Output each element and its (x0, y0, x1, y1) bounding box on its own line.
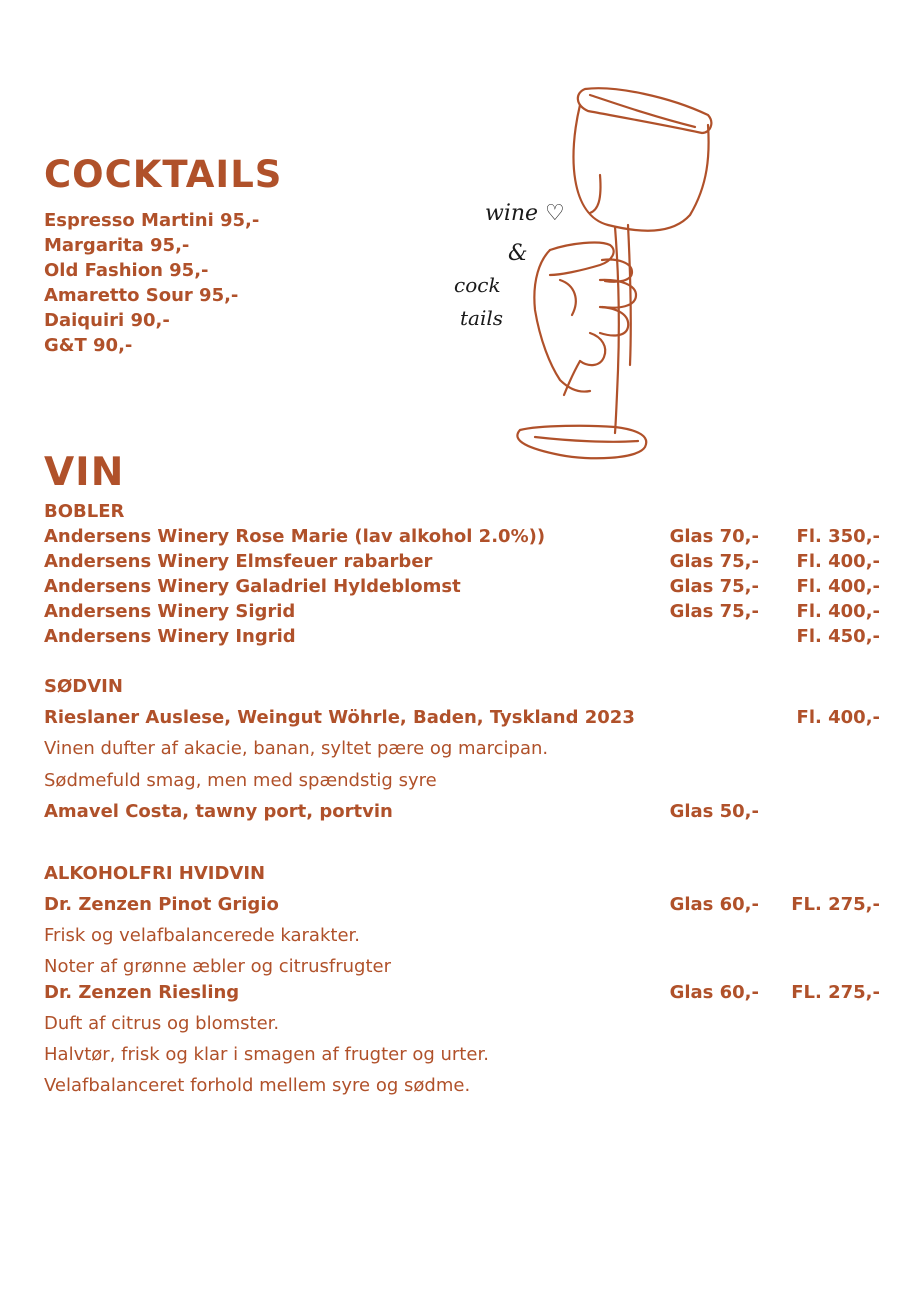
bottle-price: Fl. 450,- (796, 626, 880, 647)
wine-name: Andersens Winery Sigrid (44, 601, 296, 622)
sodvin-heading: SØDVIN (44, 676, 123, 697)
glass-price: Glas 70,- (669, 526, 759, 547)
glass-price: Glas 50,- (669, 801, 759, 822)
wine-row (44, 980, 880, 1005)
wine-row (44, 599, 880, 624)
alkoholfri-heading: ALKOHOLFRI HVIDVIN (44, 863, 266, 884)
cocktail-item: Espresso Martini 95,- (44, 210, 260, 231)
wine-description: Noter af grønne æbler og citrusfrugter (44, 956, 391, 977)
wine-row (44, 549, 880, 574)
glass-price: Glas 75,- (669, 576, 759, 597)
cocktail-item: G&T 90,- (44, 335, 133, 356)
handwriting-amp: & (508, 241, 528, 266)
bottle-price: FL. 275,- (791, 982, 880, 1003)
bottle-price: Fl. 400,- (796, 551, 880, 572)
bottle-price: Fl. 400,- (796, 576, 880, 597)
wine-name: Andersens Winery Rose Marie (lav alkohol 2.0%)) (44, 526, 546, 547)
wine-name: Andersens Winery Ingrid (44, 626, 296, 647)
wine-row (44, 705, 880, 730)
bottle-price: Fl. 400,- (796, 707, 880, 728)
cocktail-item: Old Fashion 95,- (44, 260, 209, 281)
wine-name: Andersens Winery Elmsfeuer rabarber (44, 551, 433, 572)
cocktails-heading: COCKTAILS (44, 153, 283, 196)
glass-price: Glas 75,- (669, 551, 759, 572)
wine-row (44, 574, 880, 599)
cocktail-item: Amaretto Sour 95,- (44, 285, 239, 306)
wine-description: Duft af citrus og blomster. (44, 1013, 280, 1034)
cocktail-item: Daiquiri 90,- (44, 310, 170, 331)
handwriting-cock: cock (454, 273, 501, 297)
wine-name: Dr. Zenzen Pinot Grigio (44, 894, 279, 915)
handwriting-tails: tails (460, 306, 504, 330)
bottle-price: Fl. 350,- (796, 526, 880, 547)
wine-name: Andersens Winery Galadriel Hyldeblomst (44, 576, 461, 597)
bobler-heading: BOBLER (44, 501, 125, 522)
wine-name: Rieslaner Auslese, Weingut Wöhrle, Baden, Tyskland 2023 (44, 707, 635, 728)
hand-holding-wine-glass-sketch-icon (440, 75, 730, 475)
wine-description: Vinen dufter af akacie, banan, syltet pære og marcipan. (44, 738, 549, 759)
bottle-price: FL. 275,- (791, 894, 880, 915)
wine-row (44, 892, 880, 917)
glass-price: Glas 75,- (669, 601, 759, 622)
handwriting-wine: wine ♡ (485, 201, 565, 226)
glass-price: Glas 60,- (669, 894, 759, 915)
cocktail-list (44, 208, 259, 358)
wine-row (44, 524, 880, 549)
wine-name: Dr. Zenzen Riesling (44, 982, 240, 1003)
wine-description: Halvtør, frisk og klar i smagen af frugter og urter. (44, 1044, 489, 1065)
wine-description: Velafbalanceret forhold mellem syre og sødme. (44, 1075, 471, 1096)
wine-description: Frisk og velafbalancerede karakter. (44, 925, 360, 946)
wine-row (44, 799, 880, 824)
wine-description: Sødmefuld smag, men med spændstig syre (44, 770, 437, 791)
wine-row (44, 624, 880, 649)
bottle-price: Fl. 400,- (796, 601, 880, 622)
wine-name: Amavel Costa, tawny port, portvin (44, 801, 393, 822)
vin-heading: VIN (44, 450, 125, 495)
cocktail-item: Margarita 95,- (44, 235, 190, 256)
glass-price: Glas 60,- (669, 982, 759, 1003)
